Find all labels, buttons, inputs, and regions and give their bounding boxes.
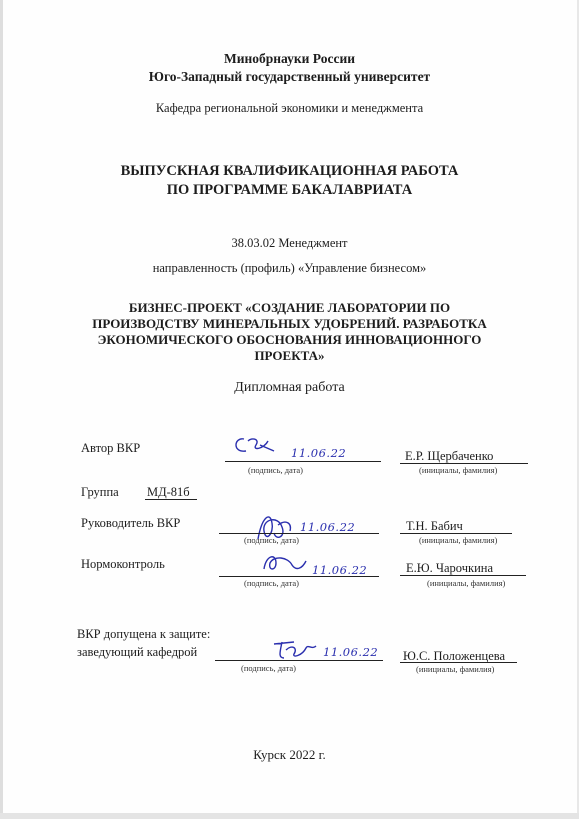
normcontrol-name-line xyxy=(400,575,526,576)
author-name-caption: (инициалы, фамилия) xyxy=(419,465,498,475)
work-type-line-2: ПО ПРОГРАММЕ БАКАЛАВРИАТА xyxy=(166,182,413,198)
scan-edge-bottom xyxy=(0,813,579,819)
group-label: Группа xyxy=(81,485,119,499)
admission-name-caption: (инициалы, фамилия) xyxy=(416,664,495,674)
normcontrol-signature-date: 11.06.22 xyxy=(312,563,368,577)
thesis-title-line-4: ПРОЕКТА» xyxy=(254,348,325,363)
admission-name: Ю.С. Положенцева xyxy=(403,649,506,663)
normcontrol-name-caption: (инициалы, фамилия) xyxy=(427,578,506,588)
author-signature-line xyxy=(225,461,381,462)
normcontrol-name: Е.Ю. Чарочкина xyxy=(406,561,493,575)
supervisor-name-line xyxy=(400,533,512,534)
thesis-title-line-3: ЭКОНОМИЧЕСКОГО ОБОСНОВАНИЯ ИННОВАЦИОННОГО xyxy=(97,332,482,347)
work-type-line-1: ВЫПУСКНАЯ КВАЛИФИКАЦИОННАЯ РАБОТА xyxy=(120,163,459,179)
admission-label-line-1: ВКР допущена к защите: xyxy=(77,627,211,641)
admission-signature xyxy=(264,634,320,662)
admission-signature-date: 11.06.22 xyxy=(323,645,379,659)
group-value-line xyxy=(145,499,197,500)
author-label: Автор ВКР xyxy=(81,441,141,455)
admission-signature-caption: (подпись, дата) xyxy=(241,663,297,673)
thesis-title-line-1: БИЗНЕС-ПРОЕКТ «СОЗДАНИЕ ЛАБОРАТОРИИ ПО xyxy=(128,300,451,315)
supervisor-name-caption: (инициалы, фамилия) xyxy=(419,535,498,545)
group-value: МД-81б xyxy=(147,485,190,499)
program-profile: направленность (профиль) «Управление бизнесом» xyxy=(152,261,427,275)
supervisor-name: Т.Н. Бабич xyxy=(406,519,463,533)
author-name-line xyxy=(400,463,528,464)
document-subtitle: Дипломная работа xyxy=(234,380,345,395)
thesis-title-line-2: ПРОИЗВОДСТВУ МИНЕРАЛЬНЫХ УДОБРЕНИЙ. РАЗРАБОТКА xyxy=(92,316,487,331)
normcontrol-label: Нормоконтроль xyxy=(81,557,165,571)
author-signature-date: 11.06.22 xyxy=(291,446,347,460)
normcontrol-signature xyxy=(258,551,310,577)
admission-signature-line xyxy=(215,660,383,661)
author-signature xyxy=(230,433,280,459)
admission-name-line xyxy=(400,662,517,663)
city-year: Курск 2022 г. xyxy=(253,747,326,762)
normcontrol-signature-line xyxy=(219,576,379,577)
ministry-name: Минобрнауки России xyxy=(223,51,356,66)
supervisor-label: Руководитель ВКР xyxy=(81,516,181,530)
university-name: Юго-Западный государственный университет xyxy=(148,69,431,84)
supervisor-signature-caption: (подпись, дата) xyxy=(244,535,300,545)
supervisor-signature-line xyxy=(219,533,379,534)
program-code: 38.03.02 Менеджмент xyxy=(231,236,348,250)
scan-edge-left xyxy=(0,0,3,819)
normcontrol-signature-caption: (подпись, дата) xyxy=(244,578,300,588)
admission-label-line-2: заведующий кафедрой xyxy=(77,645,198,659)
author-name: Е.Р. Щербаченко xyxy=(405,449,494,463)
author-signature-caption: (подпись, дата) xyxy=(248,465,304,475)
supervisor-signature-date: 11.06.22 xyxy=(300,520,356,534)
department-name: Кафедра региональной экономики и менеджмента xyxy=(155,101,424,115)
